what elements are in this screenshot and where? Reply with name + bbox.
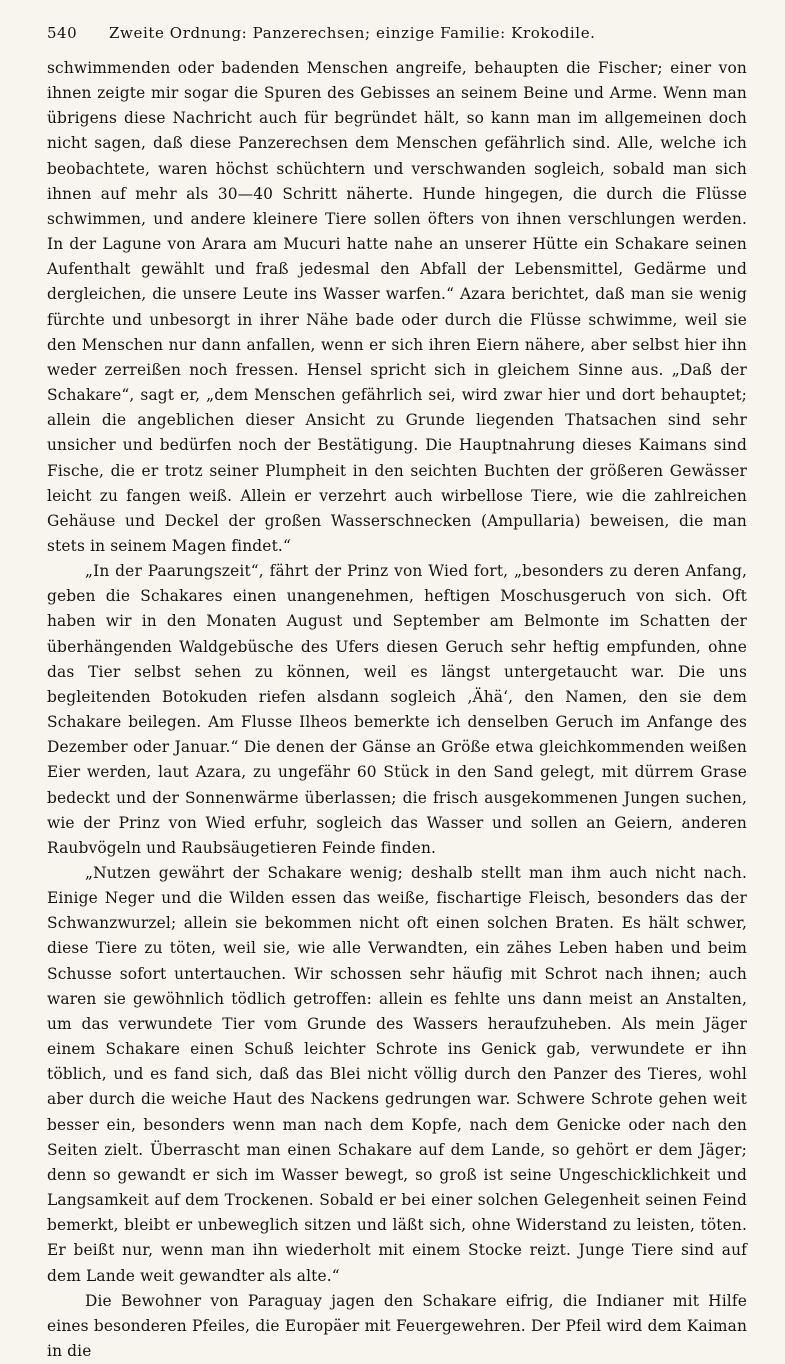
body-text [47, 56, 747, 1364]
paragraph-3: „Nutzen gewährt der Schakare wenig; deshalb stellt man ihm auch nicht nach. Einige Neger und die Wilden essen das weiße, fischartige Fleisch, besonders das der Schwanzwurzel; allein sie bekommen nicht oft einen solchen Braten. Es hält schwer, diese Tiere zu töten, weil sie, wie alle Verwandten, ein zähes Leben haben und beim Schusse sofort untertauchen. Wir schossen sehr häufig mit Schrot nach ihnen; auch waren sie gewöhnlich tödlich getroffen: allein es fehlte uns dann meist an Anstalten, um das verwundete Tier vom Grunde des Wassers heraufzuheben. Als mein Jäger einem Schakare einen Schuß leichter Schrote ins Genick gab, verwundete er ihn töblich, und es fand sich, daß das Blei nicht völlig durch den Panzer des Tieres, wohl aber durch die weiche Haut des Nackens gedrungen war. Schwere Schrote gehen weit besser ein, besonders wenn man nach dem Kopfe, nach dem Genicke oder nach den Seiten zielt. Überrascht man einen Schakare auf dem Lande, so gehört er dem Jäger; denn so gewandt er sich im Wasser bewegt, so groß ist seine Ungeschicklichkeit und Langsamkeit auf dem Trockenen. Sobald er bei einer solchen Gelegenheit seinen Feind bemerkt, bleibt er unbeweglich sitzen und läßt sich, ohne Widerstand zu leisten, töten. Er beißt nur, wenn man ihn wiederholt mit einem Stocke reizt. Junge Tiere sind auf dem Lande weit gewandter als alte.“ [47, 864, 747, 1285]
paragraph-1: schwimmenden oder badenden Menschen angreife, behaupten die Fischer; einer von ihnen zeigte mir sogar die Spuren des Gebisses an seinem Beine und Arme. Wenn man übrigens diese Nachricht auch für begründet hält, so kann man im allgemeinen doch nicht sagen, daß diese Panzerechsen dem Menschen gefährlich sind. Alle, welche ich beobachtete, waren höchst schüchtern und verschwanden sogleich, sobald man sich ihnen auf mehr als 30—40 Schritt näherte. Hunde hingegen, die durch die Flüsse schwimmen, und andere kleinere Tiere sollen öfters von ihnen verschlungen werden. In der Lagune von Arara am Mucuri hatte nahe an unserer Hütte ein Schakare seinen Aufenthalt gewählt und fraß jedesmal den Abfall der Lebensmittel, Gedärme und dergleichen, die unsere Leute ins Wasser warfen.“ Azara berichtet, daß man sie wenig fürchte und unbesorgt in ihrer Nähe bade oder durch die Flüsse schwimme, weil sie den Menschen nur dann anfallen, wenn er sich ihren Eiern nähere, aber selbst hier ihn weder zerreißen noch fressen. Hensel spricht sich in gleichem Sinne aus. „Daß der Schakare“, sagt er, „dem Menschen gefährlich sei, wird zwar hier und dort behauptet; allein die angeblichen dieser Ansicht zu Grunde liegenden Thatsachen sind sehr unsicher und bedürfen noch der Bestätigung. Die Hauptnahrung dieses Kaimans sind Fische, die er trotz seiner Plumpheit in den seichten Buchten der größeren Gewässer leicht zu fangen weiß. Allein er verzehrt auch wirbellose Tiere, wie die zahlreichen Gehäuse und Deckel der großen Wasserschnecken (Ampullaria) beweisen, die man stets in seinem Magen findet.“ [47, 59, 747, 555]
page-number: 540 [47, 24, 78, 42]
running-head: Zweite Ordnung: Panzerechsen; einzige Familie: Krokodile. [109, 24, 596, 42]
page-header [47, 22, 747, 44]
paragraph-4: Die Bewohner von Paraguay jagen den Schakare eifrig, die Indianer mit Hilfe eines besonderen Pfeiles, die Europäer mit Feuergewehren. Der Pfeil wird dem Kaiman in die [47, 1291, 747, 1360]
paragraph-2: „In der Paarungszeit“, fährt der Prinz von Wied fort, „besonders zu deren Anfang, geben die Schakares einen unangenehmen, heftigen Moschusgeruch von sich. Oft haben wir in den Monaten August und September am Belmonte im Schatten der überhängenden Waldgebüsche des Ufers diesen Geruch sehr heftig empfunden, ohne das Tier selbst sehen zu können, weil es längst untergetaucht war. Die uns begleitenden Botokuden riefen alsdann sogleich ‚Ähä‘, den Namen, den sie dem Schakare beilegen. Am Flusse Ilheos bemerkte ich denselben Geruch im Anfange des Dezember oder Januar.“ Die denen der Gänse an Größe etwa gleichkommenden weißen Eier werden, laut Azara, zu ungefähr 60 Stück in den Sand gelegt, mit dürrem Grase bedeckt und der Sonnenwärme überlassen; die frisch ausgekommenen Jungen suchen, wie der Prinz von Wied erfuhr, sogleich das Wasser und sollen an Geiern, anderen Raubvögeln und Raubsäugetieren Feinde finden. [47, 562, 747, 857]
